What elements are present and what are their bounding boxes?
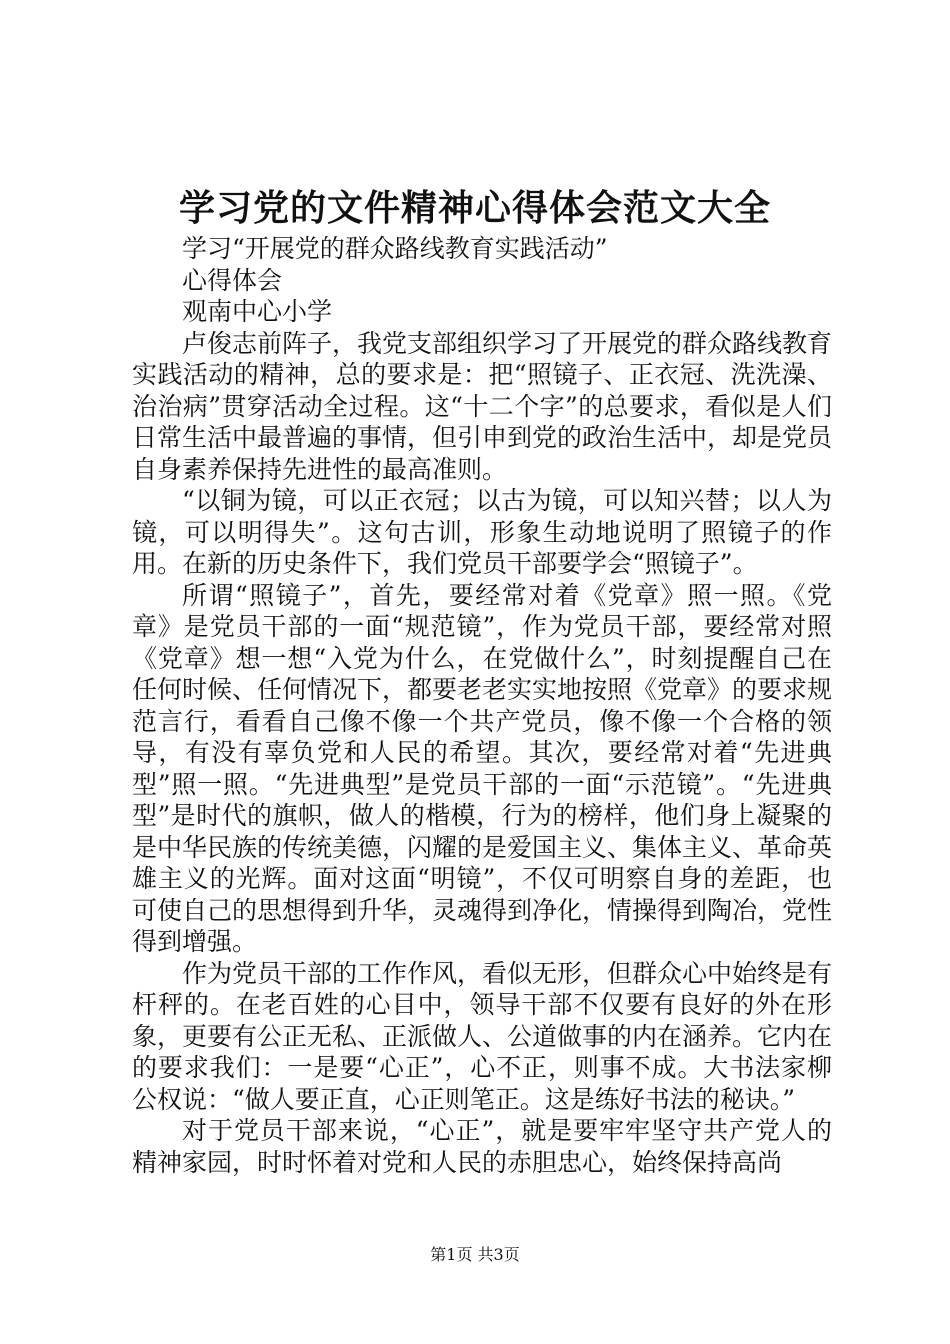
author-school: 观南中心小学 [182,297,333,326]
page-total: 共3页 [477,1245,520,1264]
paragraph: 所谓“照镜子”，首先，要经常对着《党章》照一照。《党章》是党员干部的一面“规范镜”，作为党员干部，要经常对照《党章》想一想“入党为什么，在党做什么”，时刻提醒自己在任何时候、任何情况下，都要老老实实地按照《党章》的要求规范言行，看看自己像不像一个共产党员，像不像一个合格的领导，有没有辜负党和人民的希望。其次，要经常对着“先进典型”照一照。“先进典型”是党员干部的一面“示范镜”。“先进典型”是时代的旗帜，做人的楷模，行为的榜样，他们身上凝聚的是中华民族的传统美德，闪耀的是爱国主义、集体主义、革命英雄主义的光辉。面对这面“明镜”，不仅可明察自身的差距，也可使自己的思想得到升华，灵魂得到净化，情操得到陶冶，党性得到增强。 [132,580,833,956]
paragraph: 作为党员干部的工作作风，看似无形，但群众心中始终是有杆秤的。在老百姓的心目中，领导干部不仅要有良好的外在形象，更要有公正无私、正派做人、公道做事的内在涵养。它内在的要求我们：一是要“心正”，心不正，则事不成。大书法家柳公权说：“做人要正直，心正则笔正。这是练好书法的秘诀。” [132,958,833,1114]
page-footer [0,1243,950,1267]
paragraph: “以铜为镜，可以正衣冠；以古为镜，可以知兴替；以人为镜，可以明得失”。这句古训，形象生动地说明了照镜子的作用。在新的历史条件下，我们党员干部要学会“照镜子”。 [132,486,832,578]
paragraph: 对于党员干部来说，“心正”，就是要牢牢坚守共产党人的精神家园，时时怀着对党和人民的赤胆忠心，始终保持高尚 [132,1116,832,1177]
page-number: 第1页 [430,1245,473,1264]
paragraph: 卢俊志前阵子，我党支部组织学习了开展党的群众路线教育实践活动的精神，总的要求是：把“照镜子、正衣冠、洗洗澡、治治病”贯穿活动全过程。这“十二个字”的总要求，看似是人们日常生活中最普遍的事情，但引申到党的政治生活中，却是党员自身素养保持先进性的最高准则。 [132,328,833,484]
subtitle-line-2: 心得体会 [182,265,283,295]
document-title: 学习党的文件精神心得体会范文大全 [178,187,771,229]
subtitle-line-1: 学习“开展党的群众路线教育实践活动” [182,234,608,263]
document-body [132,233,832,1178]
